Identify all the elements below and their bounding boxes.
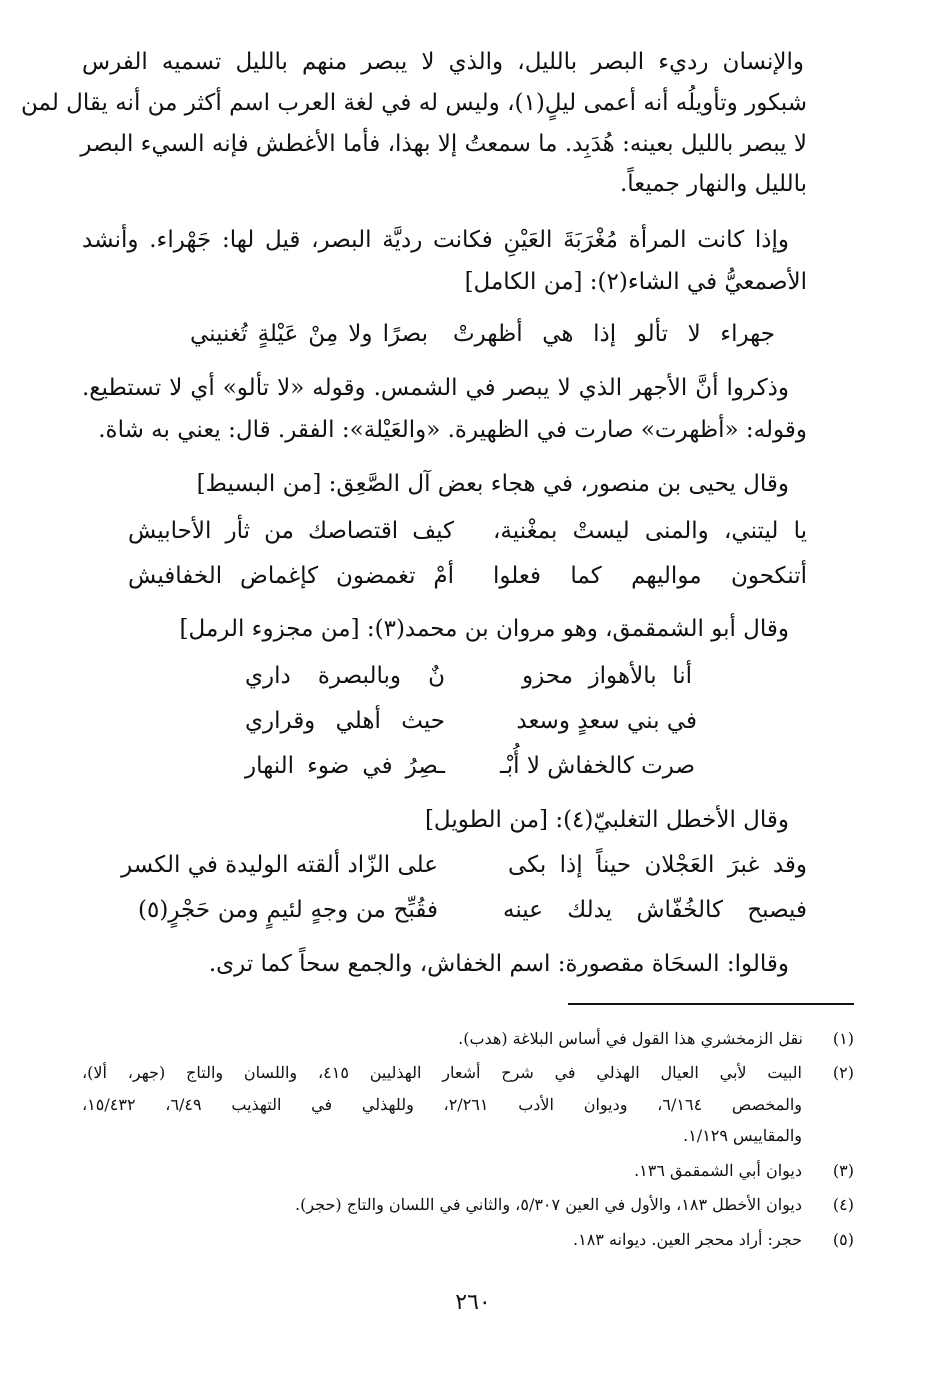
verse-hemistich-right: يا ليتني، والمنى ليستْ بمغْنية، <box>493 518 807 544</box>
verse-hemistich-right: صرت كالخفاش لا أُبْـ <box>500 753 695 779</box>
verse-hemistich-left: حيث أهلي وقراري <box>245 708 445 734</box>
footnote-text: نقل الزمخشري هذا القول في أساس البلاغة (هدب). <box>458 1029 803 1048</box>
footnote-number: (٢) <box>832 1063 854 1082</box>
page-number: ٢٦٠ <box>455 1290 491 1315</box>
footnote-separator <box>568 1003 854 1005</box>
verse-hemistich-left: بصرًا ولا مِنْ عَيْلةٍ تُغنيني <box>190 321 428 347</box>
verse-hemistich-right: فيصبح كالخُفّاش يدلك عينه <box>503 897 807 923</box>
body-line: وذكروا أنَّ الأجهر الذي لا يبصر في الشمس. وقوله «لا تألو» أي لا تستطيع. <box>82 375 789 401</box>
body-line: وقوله: «أظهرت» صارت في الظهيرة. «والعَيْلة»: الفقر. قال: يعني به شاة. <box>98 417 807 443</box>
footnote-number: (٣) <box>832 1161 854 1180</box>
body-line: وقال أبو الشمقمق، وهو مروان بن محمد(٣): [من مجزوء الرمل] <box>179 616 789 642</box>
verse-hemistich-left: أمْ تغمضون كإغماض الخفافيش <box>128 563 454 589</box>
footnote-number: (٤) <box>832 1195 854 1214</box>
footnote-number: (١) <box>832 1029 854 1048</box>
body-line: وقال الأخطل التغلبيّ(٤): [من الطويل] <box>424 807 789 833</box>
verse-hemistich-left: كيف اقتصاصك من ثأر الأحابيش <box>128 518 454 544</box>
footnote-text: ديوان أبي الشمقمق ١٣٦. <box>634 1161 802 1180</box>
body-line: والإنسان رديء البصر بالليل، والذي لا يبصر منهم بالليل تسميه الفرس <box>82 49 804 75</box>
body-line: بالليل والنهار جميعاً. <box>619 171 807 197</box>
verse-hemistich-left: ـصِرُ في ضوء النهار <box>245 753 445 779</box>
body-line: الأصمعيُّ في الشاء(٢): [من الكامل] <box>464 269 807 295</box>
body-line: شبكور وتأويلُه أنه أعمى ليلٍ(١)، وليس له في لغة العرب اسم أكثر من أنه يقال لمن <box>21 90 807 116</box>
body-line: لا يبصر بالليل بعينه: هُدَبِد. ما سمعتُ إلا بهذا، فأما الأغطش فإنه السيء البصر <box>80 131 807 157</box>
verse-hemistich-left: على الزّاد ألقته الوليدة في الكسر <box>121 852 438 878</box>
body-line: وقال يحيى بن منصور، في هجاء بعض آل الصَّعِق: [من البسيط] <box>196 471 789 497</box>
footnote-text: والمخصص ٦/١٦٤، وديوان الأدب ٢/٢٦١، وللهذلي في التهذيب ٦/٤٩، ١٥/٤٣٢، <box>82 1095 802 1114</box>
verse-hemistich-right: أتنكحون مواليهم كما فعلوا <box>493 563 807 589</box>
body-line: وإذا كانت المرأة مُغْرَبَةَ العَيْنِ فكانت رديَّة البصر، قيل لها: جَهْراء. وأنشد <box>82 227 789 253</box>
verse-hemistich-left: فقُبِّح من وجهٍ لئيمٍ ومن حَجْرٍ(٥) <box>138 897 438 923</box>
body-line: وقالوا: السحَاة مقصورة: اسم الخفاش، والجمع سحاً كما ترى. <box>208 951 789 977</box>
verse-hemistich-right: أنا بالأهواز محزو <box>522 663 692 689</box>
verse-hemistich-left: نٌ وبالبصرة داري <box>245 663 445 689</box>
footnote-number: (٥) <box>832 1230 854 1249</box>
footnote-text: والمقاييس ١/١٢٩. <box>683 1126 802 1145</box>
verse-hemistich-right: وقد غبرَ العَجْلان حيناً إذا بكى <box>508 852 807 878</box>
footnote-text: حجر: أراد محجر العين. ديوانه ١٨٣. <box>573 1230 802 1249</box>
footnote-text: ديوان الأخطل ١٨٣، والأول في العين ٥/٣٠٧، والثاني في اللسان والتاج (حجر). <box>295 1195 802 1214</box>
verse-hemistich-right: جهراء لا تألو إذا هي أظهرتْ <box>453 321 775 347</box>
verse-hemistich-right: في بني سعدٍ وسعد <box>516 708 697 734</box>
footnote-text: البيت لأبي العيال الهذلي في شرح أشعار الهذليين ٤١٥، واللسان والتاج (جهر، ألا)، <box>82 1063 803 1082</box>
